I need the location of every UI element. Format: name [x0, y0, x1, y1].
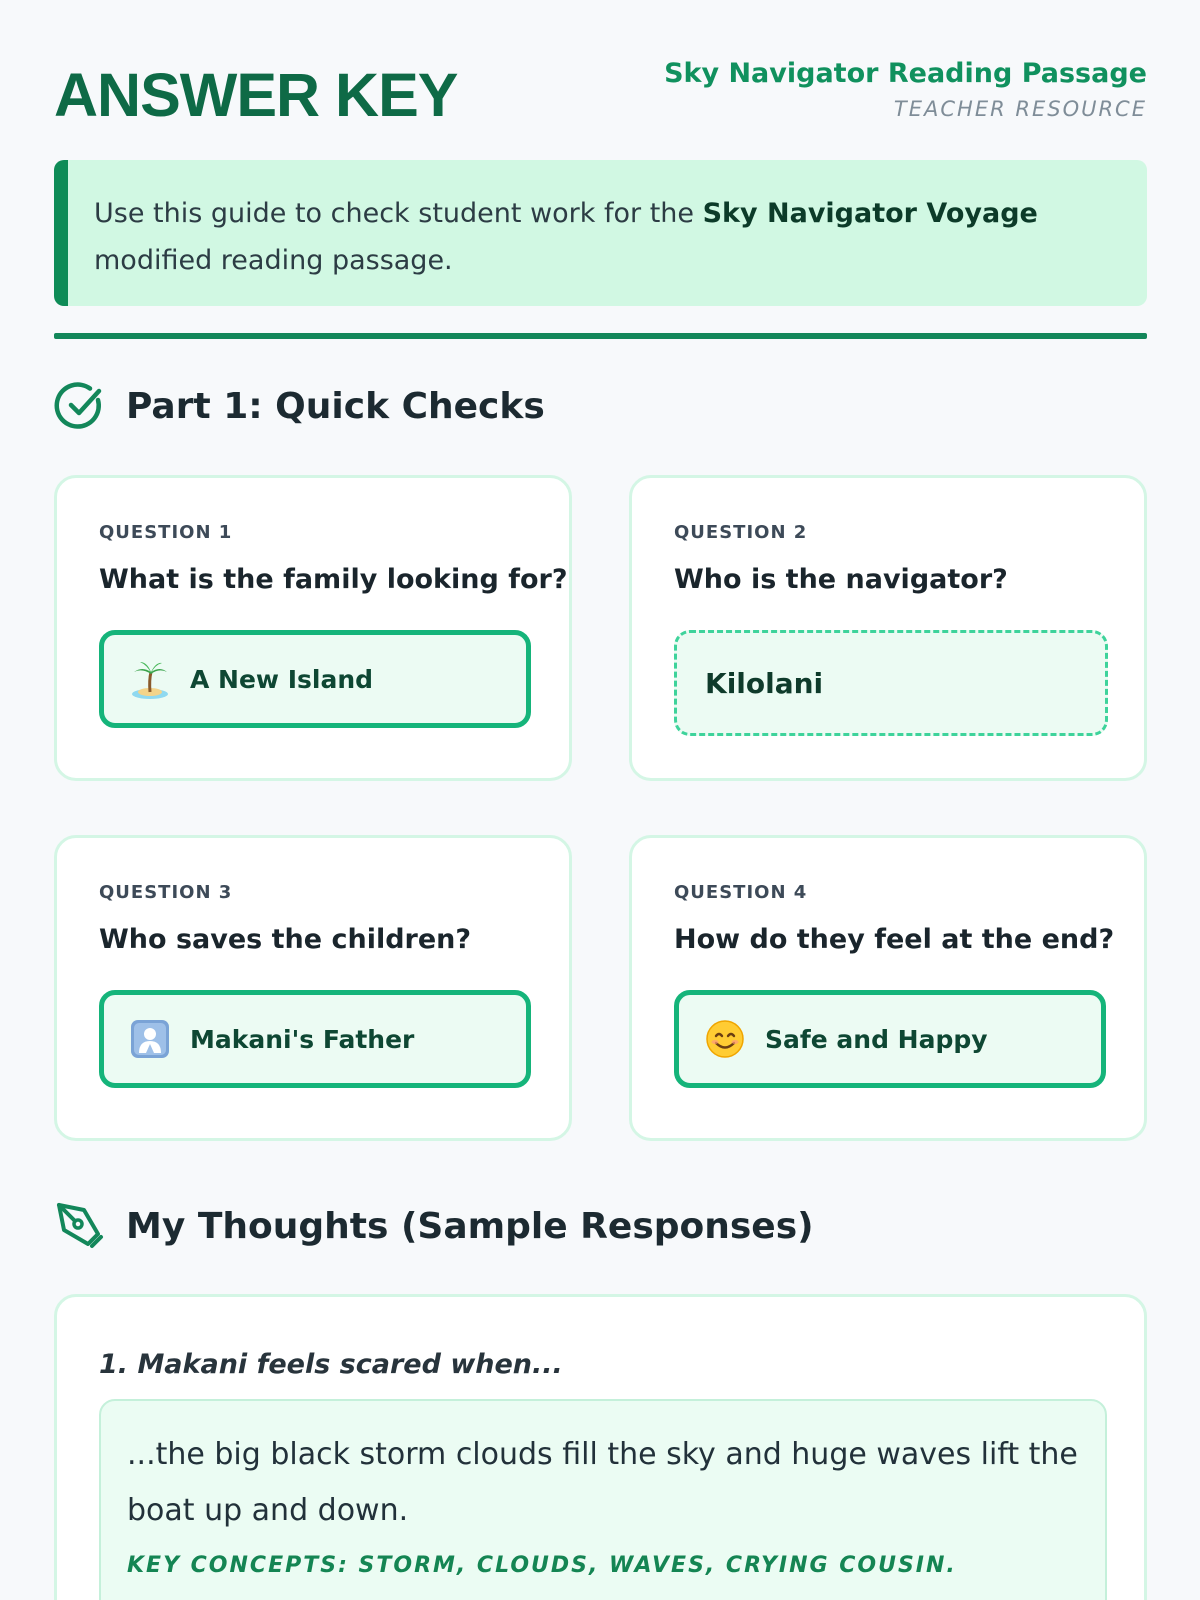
person-icon — [128, 1017, 172, 1061]
answer-key-page — [54, 0, 1147, 1578]
question-card-3 — [54, 835, 572, 1141]
answer-box — [99, 990, 531, 1088]
question-text: What is the family looking for? — [99, 564, 568, 595]
answer-text: Makani's Father — [190, 1024, 415, 1054]
desert-island-icon — [128, 657, 172, 701]
thought-prompt: 1. Makani feels scared when... — [99, 1349, 563, 1380]
question-text: Who is the navigator? — [674, 564, 1008, 595]
thought-card-1 — [54, 1294, 1147, 1600]
smiling-face-icon — [703, 1017, 747, 1061]
question-card-1 — [54, 475, 572, 781]
question-text: How do they feel at the end? — [674, 924, 1115, 955]
intro-highlight: Sky Navigator Voyage — [702, 198, 1038, 229]
question-label: QUESTION 4 — [674, 882, 808, 903]
question-label: QUESTION 1 — [99, 522, 233, 543]
intro-text-after: modified reading passage. — [94, 245, 453, 276]
question-label: QUESTION 2 — [674, 522, 808, 543]
key-concepts: KEY CONCEPTS: STORM, CLOUDS, WAVES, CRYING COUSIN. — [127, 1553, 957, 1578]
answer-box — [674, 990, 1106, 1088]
question-card-4 — [629, 835, 1147, 1141]
question-text: Who saves the children? — [99, 924, 472, 955]
divider-rule — [54, 333, 1147, 339]
answer-box — [674, 630, 1108, 736]
check-circle-icon — [54, 380, 106, 432]
intro-text-before: Use this guide to check student work for the — [94, 198, 703, 229]
pen-nib-icon — [54, 1200, 106, 1252]
answer-text: Safe and Happy — [765, 1024, 988, 1054]
part1-heading — [54, 380, 545, 432]
question-label: QUESTION 3 — [99, 882, 233, 903]
answer-text: Kilolani — [705, 666, 824, 700]
thoughts-heading — [54, 1200, 814, 1252]
sample-response — [99, 1399, 1107, 1600]
header-meta — [664, 58, 1147, 121]
page-header — [54, 0, 1147, 160]
part1-title: Part 1: Quick Checks — [126, 385, 545, 427]
intro-callout — [54, 160, 1147, 306]
thoughts-title: My Thoughts (Sample Responses) — [126, 1205, 814, 1247]
passage-subtitle: Sky Navigator Reading Passage — [664, 58, 1147, 89]
question-card-2 — [629, 475, 1147, 781]
page-title: ANSWER KEY — [54, 61, 458, 129]
resource-label: TEACHER RESOURCE — [893, 97, 1147, 121]
response-text: ...the big black storm clouds fill the sky and huge waves lift the boat up and down. — [127, 1437, 1078, 1528]
answer-box — [99, 630, 531, 728]
answer-text: A New Island — [190, 664, 374, 694]
